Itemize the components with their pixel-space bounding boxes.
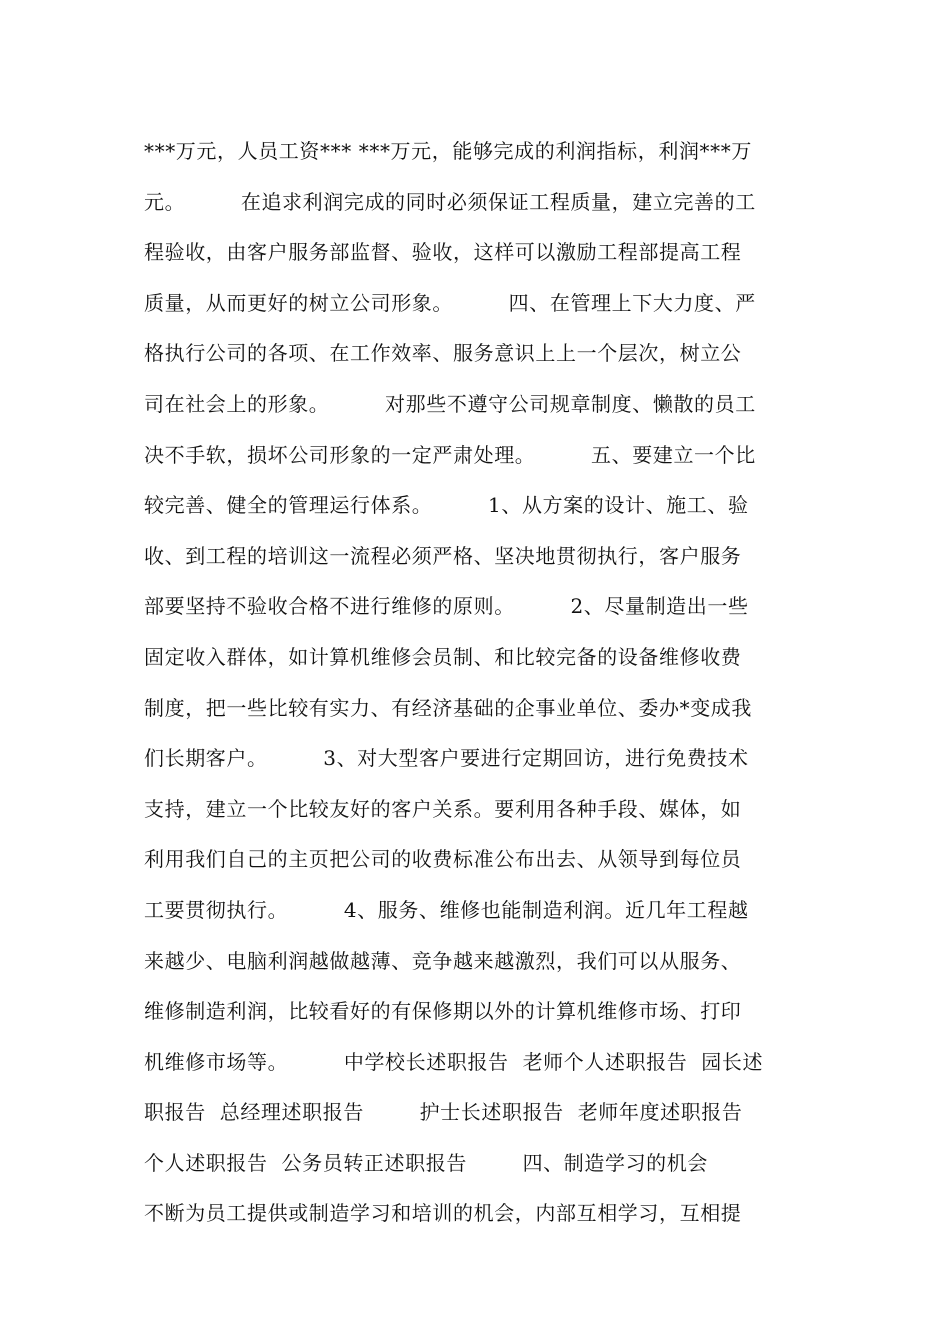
- text-line: 程验收，由客户服务部监督、验收，这样可以激励工程部提高工程: [144, 240, 742, 265]
- text-line: 元。 在追求利润完成的同时必须保证工程质量，建立完善的工: [144, 189, 756, 214]
- text-line: 工要贯彻执行。 4、服务、维修也能制造利润。近几年工程越: [144, 897, 749, 922]
- text-line: 机维修市场等。 中学校长述职报告 老师个人述职报告 园长述: [144, 1049, 764, 1074]
- text-line: 固定收入群体，如计算机维修会员制、和比较完备的设备维修收费: [144, 644, 742, 669]
- text-line: 较完善、健全的管理运行体系。 1、从方案的设计、施工、验: [144, 493, 749, 518]
- text-line: 司在社会上的形象。 对那些不遵守公司规章制度、懒散的员工: [144, 391, 756, 416]
- text-line: 制度，把一些比较有实力、有经济基础的企事业单位、委办*变成我: [144, 695, 752, 720]
- text-line: 格执行公司的各项、在工作效率、服务意识上上一个层次，树立公: [144, 341, 742, 366]
- text-line: 质量，从而更好的树立公司形象。 四、在管理上下大力度、严: [144, 290, 756, 315]
- text-line: 个人述职报告 公务员转正述职报告 四、制造学习的机会: [144, 1150, 708, 1175]
- body-text: [144, 126, 824, 1239]
- text-line: 来越少、电脑利润越做越薄、竞争越来越激烈，我们可以从服务、: [144, 948, 742, 973]
- text-line: 部要坚持不验收合格不进行维修的原则。 2、尽量制造出一些: [144, 594, 749, 619]
- text-line: 利用我们自己的主页把公司的收费标准公布出去、从领导到每位员: [144, 847, 742, 872]
- text-line: 决不手软，损坏公司形象的一定严肃处理。 五、要建立一个比: [144, 442, 756, 467]
- text-line: 不断为员工提供或制造学习和培训的机会，内部互相学习，互相提: [144, 1201, 742, 1226]
- text-line: 收、到工程的培训这一流程必须严格、坚决地贯彻执行，客户服务: [144, 543, 742, 568]
- text-line: 维修制造利润，比较看好的有保修期以外的计算机维修市场、打印: [144, 999, 742, 1024]
- text-line: 们长期客户。 3、对大型客户要进行定期回访，进行免费技术: [144, 746, 749, 771]
- text-line: 支持，建立一个比较友好的客户关系。要利用各种手段、媒体，如: [144, 796, 742, 821]
- text-line: 职报告 总经理述职报告 护士长述职报告 老师年度述职报告: [144, 1100, 743, 1125]
- text-line: ***万元，人员工资*** ***万元，能够完成的利润指标，利润***万: [144, 139, 752, 163]
